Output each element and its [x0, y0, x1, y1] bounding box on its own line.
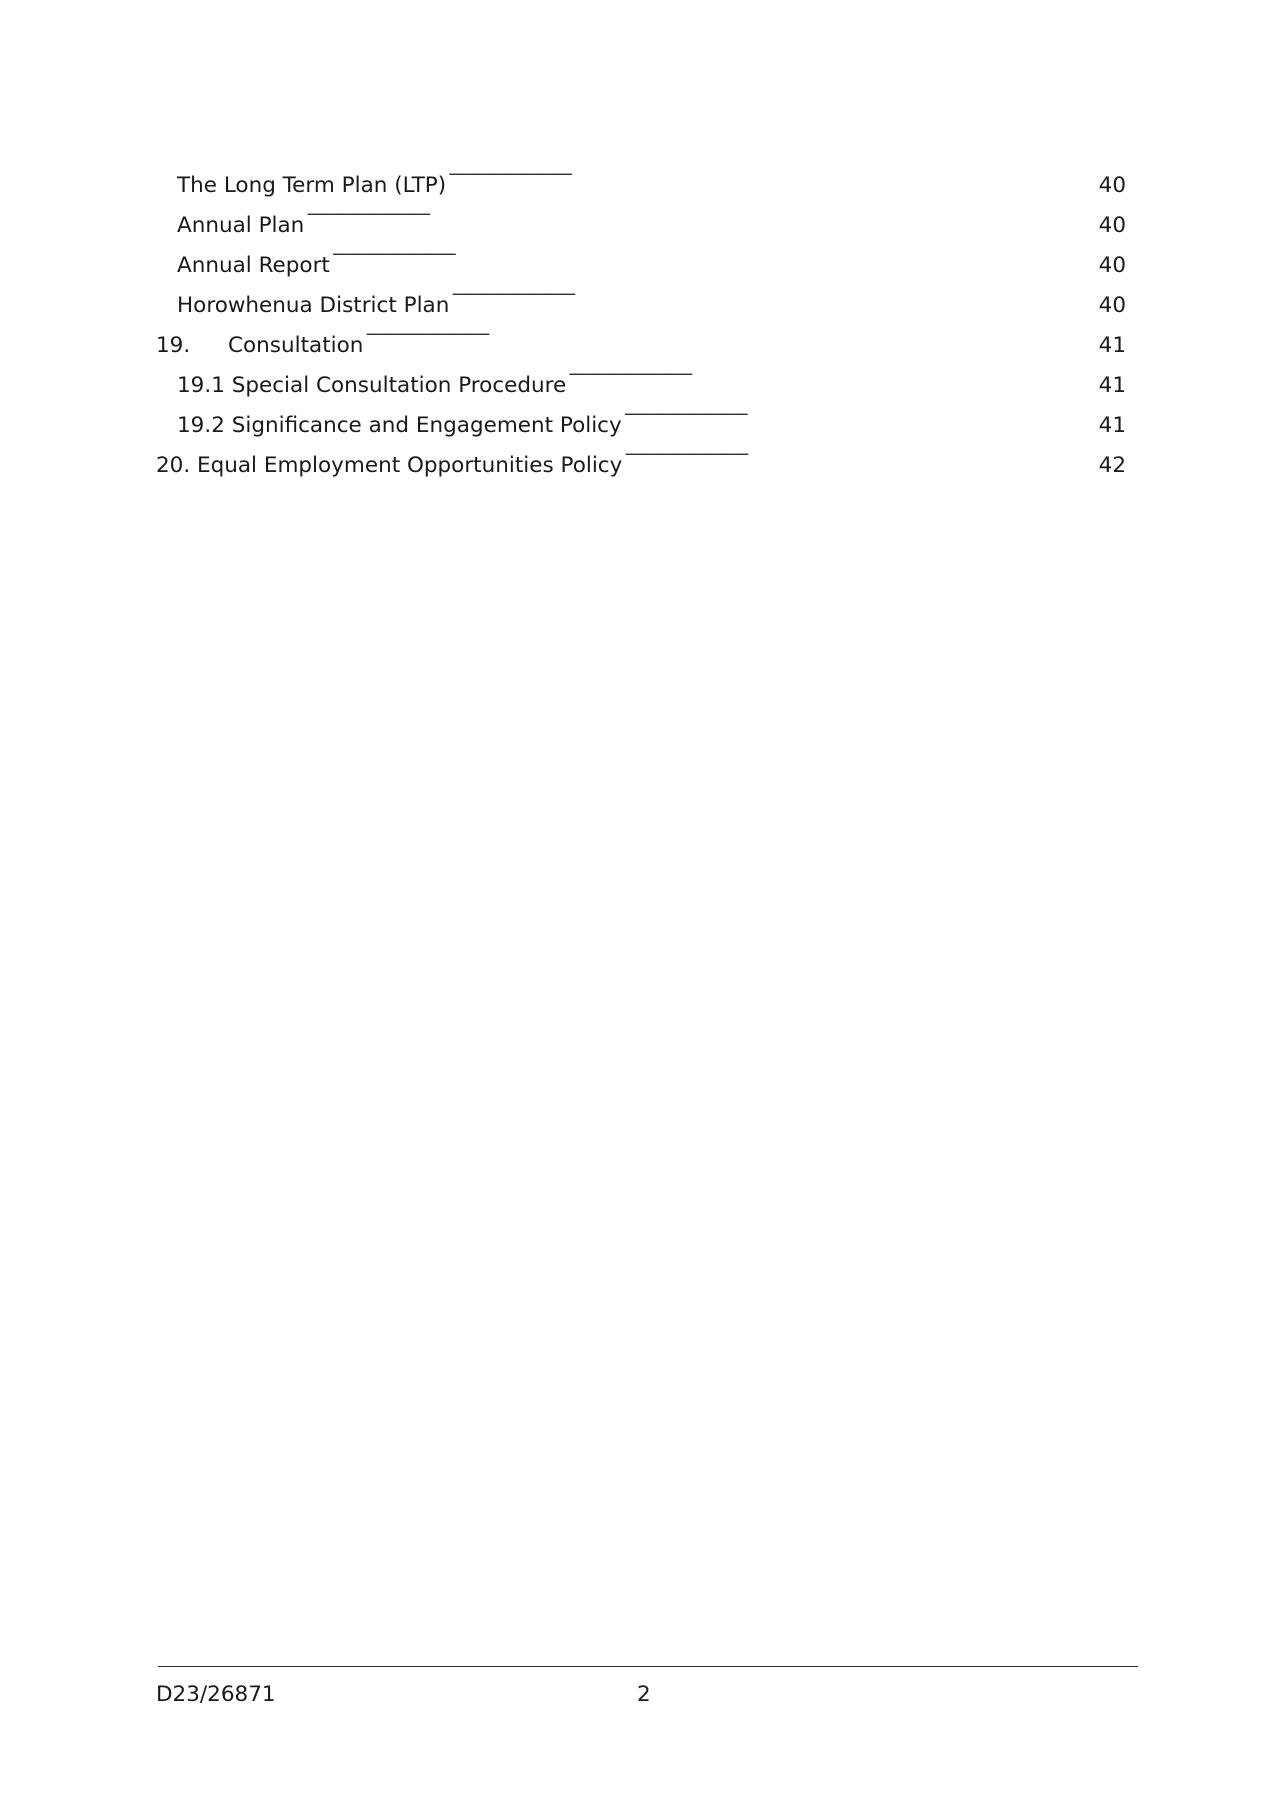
table-of-contents: [156, 152, 1126, 478]
toc-leader-dots: [624, 392, 1095, 432]
footer-divider: [158, 1666, 1138, 1667]
toc-leader-dots: [624, 432, 1094, 472]
toc-entry-page: 40: [1098, 173, 1126, 198]
toc-entry-label: 20. Equal Employment Opportunities Policy: [156, 453, 623, 478]
footer-document-number: D23/26871: [156, 1682, 276, 1707]
toc-entry-label: Annual Plan: [177, 213, 305, 238]
footer-page-number: 2: [637, 1682, 651, 1707]
toc-entry-page: 40: [1098, 253, 1126, 278]
toc-leader-dots: [332, 232, 1095, 272]
toc-entry-page: 41: [1098, 413, 1126, 438]
toc-leader-dots: [306, 192, 1094, 232]
toc-entry-label: Annual Report: [177, 253, 330, 278]
toc-entry-page: 41: [1098, 333, 1126, 358]
toc-entry-long-term-plan[interactable]: [156, 152, 1126, 198]
toc-entry-label: Consultation: [228, 333, 364, 358]
toc-entry-page: 42: [1098, 453, 1126, 478]
toc-leader-dots: [448, 152, 1095, 192]
toc-leader-dots: [451, 272, 1094, 312]
toc-entry-page: 40: [1098, 213, 1126, 238]
toc-leader-dots: [365, 312, 1094, 352]
toc-entry-label: Horowhenua District Plan: [177, 293, 450, 318]
toc-leader-dots: [568, 352, 1094, 392]
toc-entry-number: 19.: [156, 333, 191, 358]
toc-entry-label: 19.1 Special Consultation Procedure: [177, 373, 567, 398]
toc-entry-page: 40: [1098, 293, 1126, 318]
toc-entry-label: The Long Term Plan (LTP): [177, 173, 447, 198]
toc-entry-label: 19.2 Significance and Engagement Policy: [177, 413, 622, 438]
toc-entry-page: 41: [1098, 373, 1126, 398]
